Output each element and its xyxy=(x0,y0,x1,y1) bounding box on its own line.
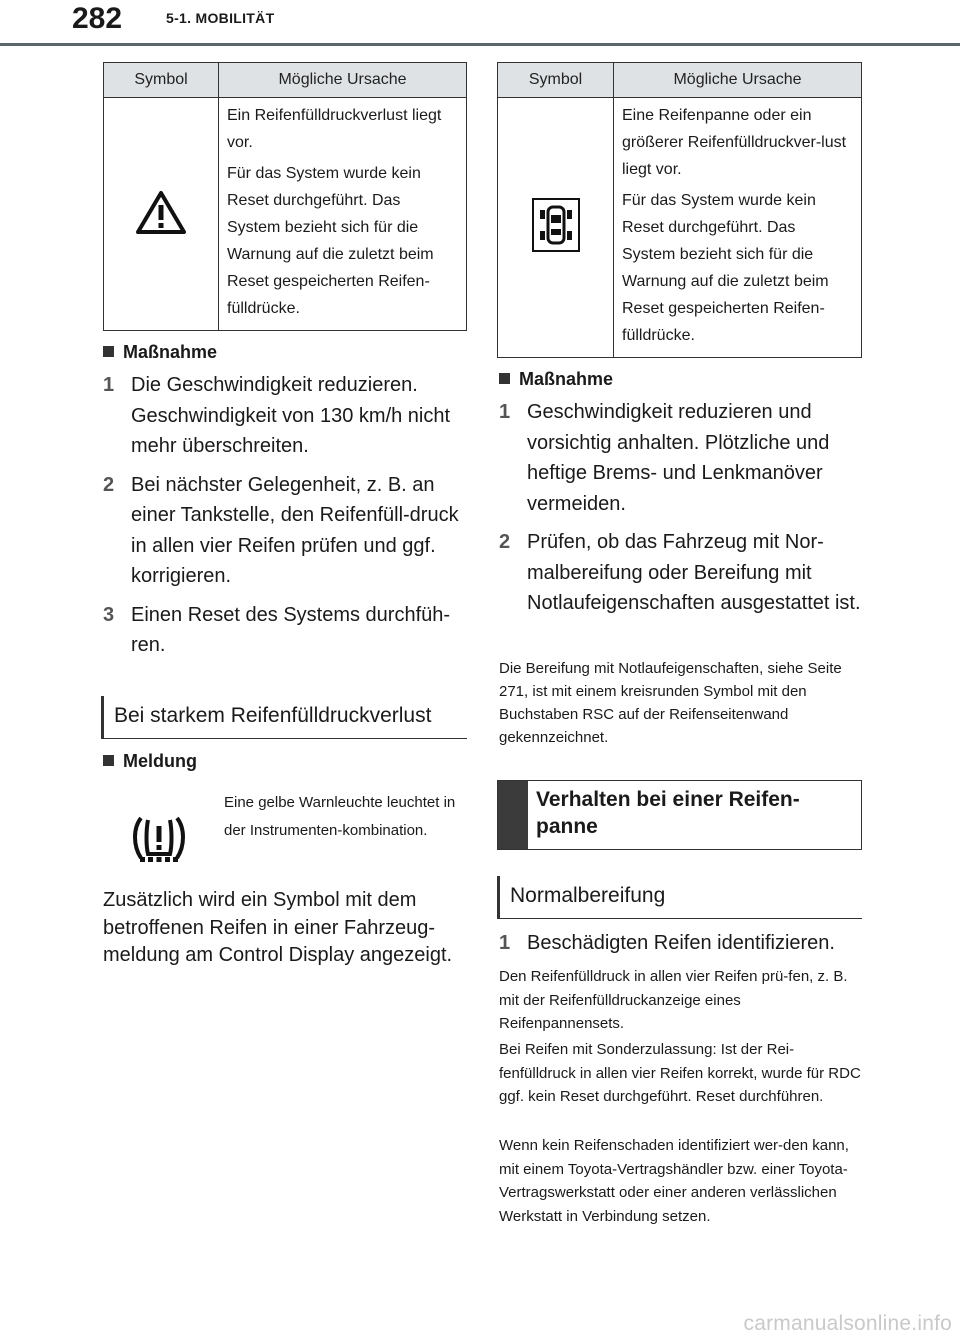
rsc-note: Die Bereifung mit Notlaufeigenschaften, siehe Seite 271, ist mit einem kreisrunden Symbol mit den Buchstaben RSC auf der Reifenseitenwand gekennzeichnet. xyxy=(499,660,842,746)
steps-list xyxy=(499,397,863,627)
symbol-table-right xyxy=(497,62,862,358)
step-item xyxy=(103,370,471,462)
symbol-table-left xyxy=(103,62,467,331)
meldung-text: Eine gelbe Warnleuchte leuchtet in der Instrumenten-kombination. xyxy=(224,794,456,839)
cause-cell xyxy=(614,98,862,358)
massnahme-heading: Maßnahme xyxy=(499,369,613,390)
step-text: Geschwindigkeit reduzieren und vorsichtig anhalten. Plötzliche und heftige Brems- und Lenkmanöver vermeiden. xyxy=(527,401,830,515)
col-header-cause: Mögliche Ursache xyxy=(219,63,467,98)
section-title-text: Verhalten bei einer Reifen-panne xyxy=(536,788,800,838)
section-title: Normalbereifung xyxy=(497,876,862,919)
step-number: 1 xyxy=(499,401,511,423)
step-text: Prüfen, ob das Fahrzeug mit Nor-malbereifung oder Bereifung mit Notlaufeigenschaften ausgestattet ist. xyxy=(527,531,861,614)
cause-text: Eine Reifenpanne oder ein größerer Reifenfülldruckver-lust liegt vor. xyxy=(622,107,847,178)
step-number: 2 xyxy=(499,531,511,553)
col-header-symbol: Symbol xyxy=(498,63,614,98)
step-item xyxy=(499,928,863,959)
bullet-square xyxy=(103,755,114,766)
meldung-paragraph: Zusätzlich wird ein Symbol mit dem betroffenen Reifen in einer Fahrzeug-meldung am Control Display angezeigt. xyxy=(103,889,453,966)
section-title-dark xyxy=(497,780,862,850)
header-rule xyxy=(0,43,960,46)
steps-list xyxy=(103,370,471,669)
step-text: Einen Reset des Systems durchfüh-ren. xyxy=(131,603,451,656)
step-item xyxy=(499,527,863,619)
col-header-symbol: Symbol xyxy=(104,63,219,98)
step-item xyxy=(103,470,471,592)
paragraph: Bei Reifen mit Sonderzulassung: Ist der Rei-fenfülldruck in allen vier Reifen korrekt, wurde für RDC ggf. kein Reset durchgeführt. Reset durchführen. xyxy=(499,1041,861,1105)
section-title: Bei starkem Reifenfülldruckverlust xyxy=(101,696,467,739)
step-number: 2 xyxy=(103,473,115,496)
col-header-cause: Mögliche Ursache xyxy=(614,63,862,98)
cause-text: Für das System wurde kein Reset durchgeführt. Das System bezieht sich für die Warnung auf die zuletzt beim Reset gespeicherten Reifen-fülldrücke. xyxy=(622,192,829,344)
step-text: Bei nächster Gelegenheit, z. B. an einer Tankstelle, den Reifenfüll-druck in allen vier Reifen prüfen und ggf. korrigieren. xyxy=(131,473,459,587)
cause-cell xyxy=(219,98,467,331)
step-number: 1 xyxy=(103,374,115,396)
step-item xyxy=(499,397,863,519)
bullet-square xyxy=(499,373,510,384)
meldung-heading: Meldung xyxy=(103,751,197,772)
car-tires-icon xyxy=(531,197,581,253)
step-item xyxy=(103,600,471,661)
step-number: 3 xyxy=(103,603,115,626)
massnahme-heading: Maßnahme xyxy=(103,342,217,363)
paragraph: Den Reifenfülldruck in allen vier Reifen prü-fen, z. B. mit der Reifenfülldruckanzeige eines Reifenpannensets. xyxy=(499,968,848,1032)
warning-triangle-icon xyxy=(135,189,187,235)
bullet-square xyxy=(103,346,114,357)
chapter-title: 5-1. MOBILITÄT xyxy=(166,10,275,26)
step-number: 1 xyxy=(499,932,511,954)
page-number: 282 xyxy=(72,2,123,35)
section-bar xyxy=(498,781,528,849)
cause-text: Ein Reifenfülldruckverlust liegt vor. xyxy=(227,107,442,151)
paragraph: Wenn kein Reifenschaden identifiziert wer-den kann, mit einem Toyota-Vertragshändler bzw. einer Toyota-Vertragswerkstatt oder einer anderen verlässlichen Werkstatt in Verbindung setzen. xyxy=(499,1137,849,1225)
step-text: Die Geschwindigkeit reduzieren. Geschwindigkeit von 130 km/h nicht mehr überschreiten. xyxy=(131,374,451,457)
cause-text: Für das System wurde kein Reset durchgeführt. Das System bezieht sich für die Warnung auf die zuletzt beim Reset gespeicherten Reifen-fülldrücke. xyxy=(227,165,434,317)
step-text: Beschädigten Reifen identifizieren. xyxy=(527,932,835,954)
footer-watermark: carmanualsonline.info xyxy=(743,1312,952,1335)
tire-pressure-warning-icon xyxy=(128,812,190,866)
